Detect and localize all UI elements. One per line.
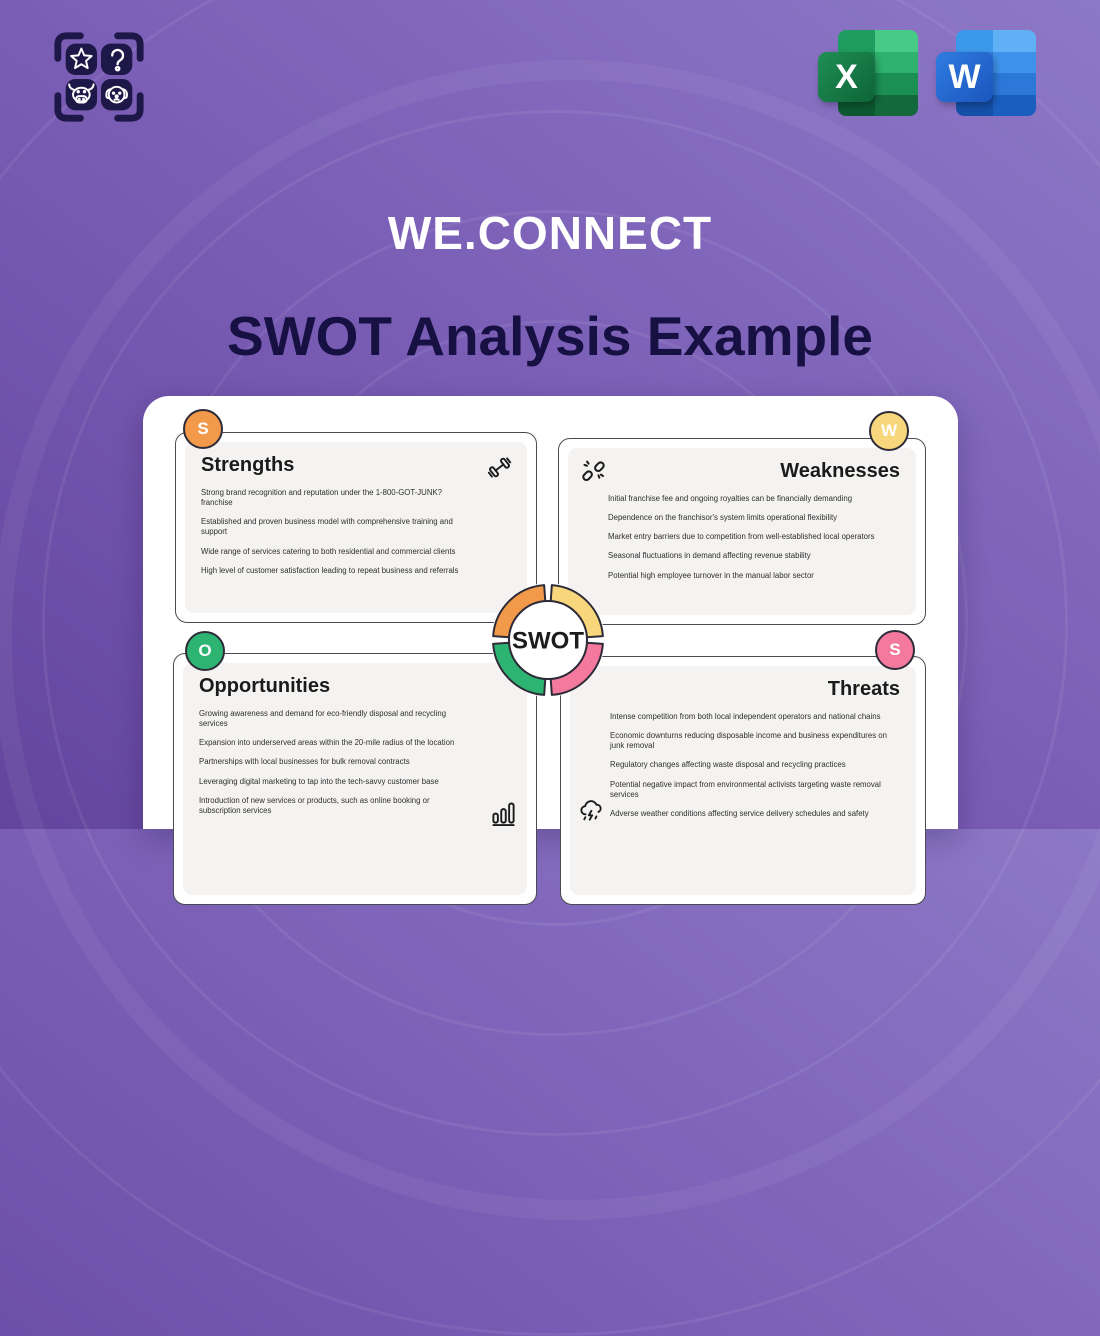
weaknesses-quadrant — [558, 438, 926, 625]
swot-item: Market entry barriers due to competition from well-established local operators — [608, 532, 875, 542]
swot-item: Intense competition from both local independent operators and national chains — [610, 712, 881, 721]
swot-item: Established and proven business model with comprehensive training and support — [201, 517, 453, 537]
swot-item: Initial franchise fee and ongoing royalties can be financially demanding — [608, 494, 853, 503]
word-icon[interactable] — [936, 28, 1038, 120]
threats-list — [586, 712, 900, 819]
bar-chart-icon — [490, 799, 517, 831]
swot-item: Dependence on the franchisor's system limits operational flexibility — [608, 513, 838, 523]
strengths-title: Strengths — [201, 454, 295, 476]
excel-letter: X — [818, 52, 875, 102]
broken-link-icon — [580, 458, 607, 490]
strengths-badge: S — [183, 409, 223, 449]
swot-item: Growing awareness and demand for eco-friendly disposal and recycling services — [199, 709, 447, 729]
swot-item: Economic downturns reducing disposable income and business expenditures on junk removal — [610, 731, 887, 751]
opportunities-quadrant — [173, 653, 537, 905]
brand-logo — [50, 28, 148, 126]
swot-item: Adverse weather conditions affecting service delivery schedules and safety — [610, 808, 869, 818]
weaknesses-list — [584, 494, 900, 581]
opportunities-title: Opportunities — [199, 675, 331, 697]
strengths-list — [201, 488, 511, 576]
opportunities-list — [199, 709, 511, 816]
swot-center-ring — [488, 580, 608, 700]
strengths-quadrant — [175, 432, 537, 623]
excel-icon[interactable] — [818, 28, 920, 120]
threats-quadrant — [560, 656, 926, 905]
swot-item: Regulatory changes affecting waste disposal and recycling practices — [610, 760, 846, 770]
swot-item: Potential negative impact from environmental activists targeting waste removal services — [610, 779, 881, 799]
threats-title: Threats — [827, 678, 900, 700]
swot-item: Partnerships with local businesses for bulk removal contracts — [199, 757, 410, 767]
swot-item: Potential high employee turnover in the manual labor sector — [608, 570, 814, 580]
opportunities-badge: O — [185, 631, 225, 671]
swot-item: Expansion into underserved areas within the 20-mile radius of the location — [199, 738, 455, 748]
swot-item: Seasonal fluctuations in demand affecting revenue stability — [608, 551, 811, 561]
storm-cloud-icon — [578, 798, 606, 831]
swot-item: Introduction of new services or products, such as online booking or subscription services — [199, 795, 430, 815]
page-title: WE.CONNECT — [387, 207, 713, 259]
swot-item: Strong brand recognition and reputation under the 1-800-GOT-JUNK? franchise — [201, 488, 442, 508]
swot-center-label: SWOT — [512, 627, 584, 655]
swot-item: High level of customer satisfaction leading to repeat business and referrals — [201, 565, 459, 575]
weaknesses-badge: W — [869, 411, 909, 451]
dumbbell-icon — [486, 454, 513, 486]
swot-card — [143, 396, 958, 829]
weaknesses-title: Weaknesses — [780, 460, 900, 482]
threats-badge: S — [875, 630, 915, 670]
word-letter: W — [936, 52, 993, 102]
swot-item: Wide range of services catering to both residential and commercial clients — [201, 546, 456, 556]
page-subtitle: SWOT Analysis Example — [227, 305, 873, 367]
swot-item: Leveraging digital marketing to tap into the tech-savvy customer base — [199, 776, 439, 786]
